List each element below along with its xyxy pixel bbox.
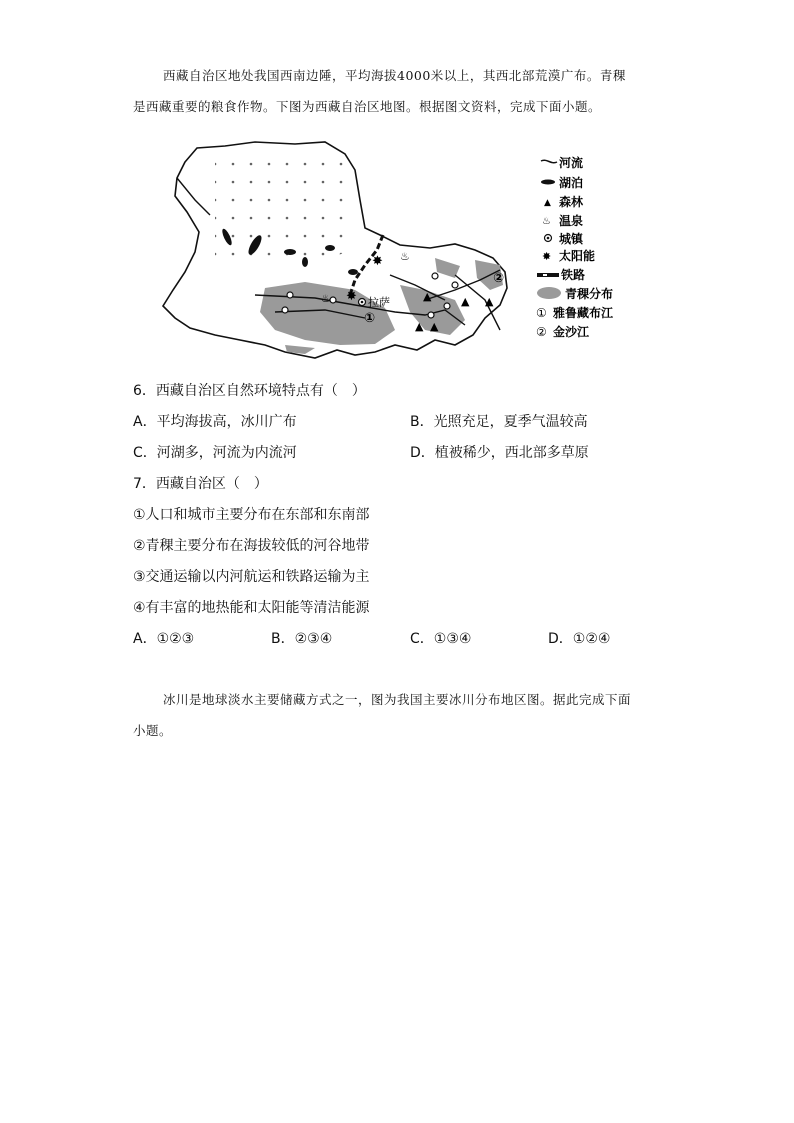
map-legend [536,155,614,339]
q7-statement-2: ②青稞主要分布在海拔较低的河谷地带 [133,538,370,554]
railway-icon [537,273,559,277]
hot-spring-icon: ♨ [542,216,551,227]
solar-marker-2: ✸ [372,254,383,269]
hot-spring-marker: ♨ [400,250,410,263]
q7-option-b[interactable]: B．②③④ [271,631,333,647]
q7-option-a[interactable]: A．①②③ [133,631,195,647]
intro-line-2: 是西藏重要的粮食作物。下图为西藏自治区地图。根据图文资料，完成下面小题。 [133,99,602,114]
q6-option-b[interactable]: B．光照充足，夏季气温较高 [410,414,588,430]
legend-barley: 青稞分布 [565,287,614,301]
legend-town: 城镇 [559,232,584,246]
q7-option-d[interactable]: D．①②④ [548,631,611,647]
marker-1-yarlung: ① [364,311,376,326]
river-icon [541,160,557,163]
svg-text:▲: ▲ [423,290,432,303]
svg-text:▲: ▲ [430,320,439,333]
tibet-map [155,140,630,365]
intro2-line-1: 冰川是地球淡水主要储藏方式之一，图为我国主要冰川分布地区图。据此完成下面 [163,692,632,707]
hot-spring-marker-2: ♨ [321,292,331,305]
lake-icon [541,180,555,185]
marker-2-jinsha: ② [493,271,505,286]
q7-statement-3: ③交通运输以内河航运和铁路运输为主 [133,569,370,585]
forest-icon: ▲ [544,198,551,208]
solar-marker: ✸ [346,289,357,304]
desert-dots [215,160,350,270]
intro2-line-2: 小题。 [133,723,173,738]
q6-option-a[interactable]: A．平均海拔高，冰川广布 [133,414,297,430]
q7-stem: 7．西藏自治区（ ） [133,476,268,492]
legend-solar: 太阳能 [559,249,596,263]
q6-stem: 6．西藏自治区自然环境特点有（ ） [133,383,366,399]
q7-statement-1: ①人口和城市主要分布在东部和东南部 [133,507,370,523]
legend-yarlung: 雅鲁藏布江 [553,306,614,320]
intro-paragraph-tibet [133,60,663,122]
intro-line-1: 西藏自治区地处我国西南边陲，平均海拔4000米以上，其西北部荒漠广布。青稞 [163,68,626,83]
legend-marker-2: ② [536,325,547,339]
intro-paragraph-glacier [133,684,663,746]
legend-railway: 铁路 [561,268,586,282]
q7-statement-4: ④有丰富的地热能和太阳能等清洁能源 [133,600,370,616]
q6-option-c[interactable]: C．河湖多，河流为内流河 [133,445,297,461]
legend-lake: 湖泊 [559,176,584,190]
barley-area-icon [537,287,561,299]
svg-text:▲: ▲ [461,295,470,308]
legend-river: 河流 [559,156,584,170]
q6-option-d[interactable]: D．植被稀少，西北部多草原 [410,445,589,461]
lhasa-label: 拉萨 [368,296,390,309]
legend-hot-spring: 温泉 [559,214,584,228]
legend-jinsha: 金沙江 [553,325,590,339]
svg-text:▲: ▲ [415,320,424,333]
legend-forest: 森林 [559,195,584,209]
svg-text:▲: ▲ [485,295,494,308]
solar-icon: ✸ [542,250,552,263]
legend-marker-1: ① [536,306,547,320]
q7-option-c[interactable]: C．①③④ [410,631,472,647]
